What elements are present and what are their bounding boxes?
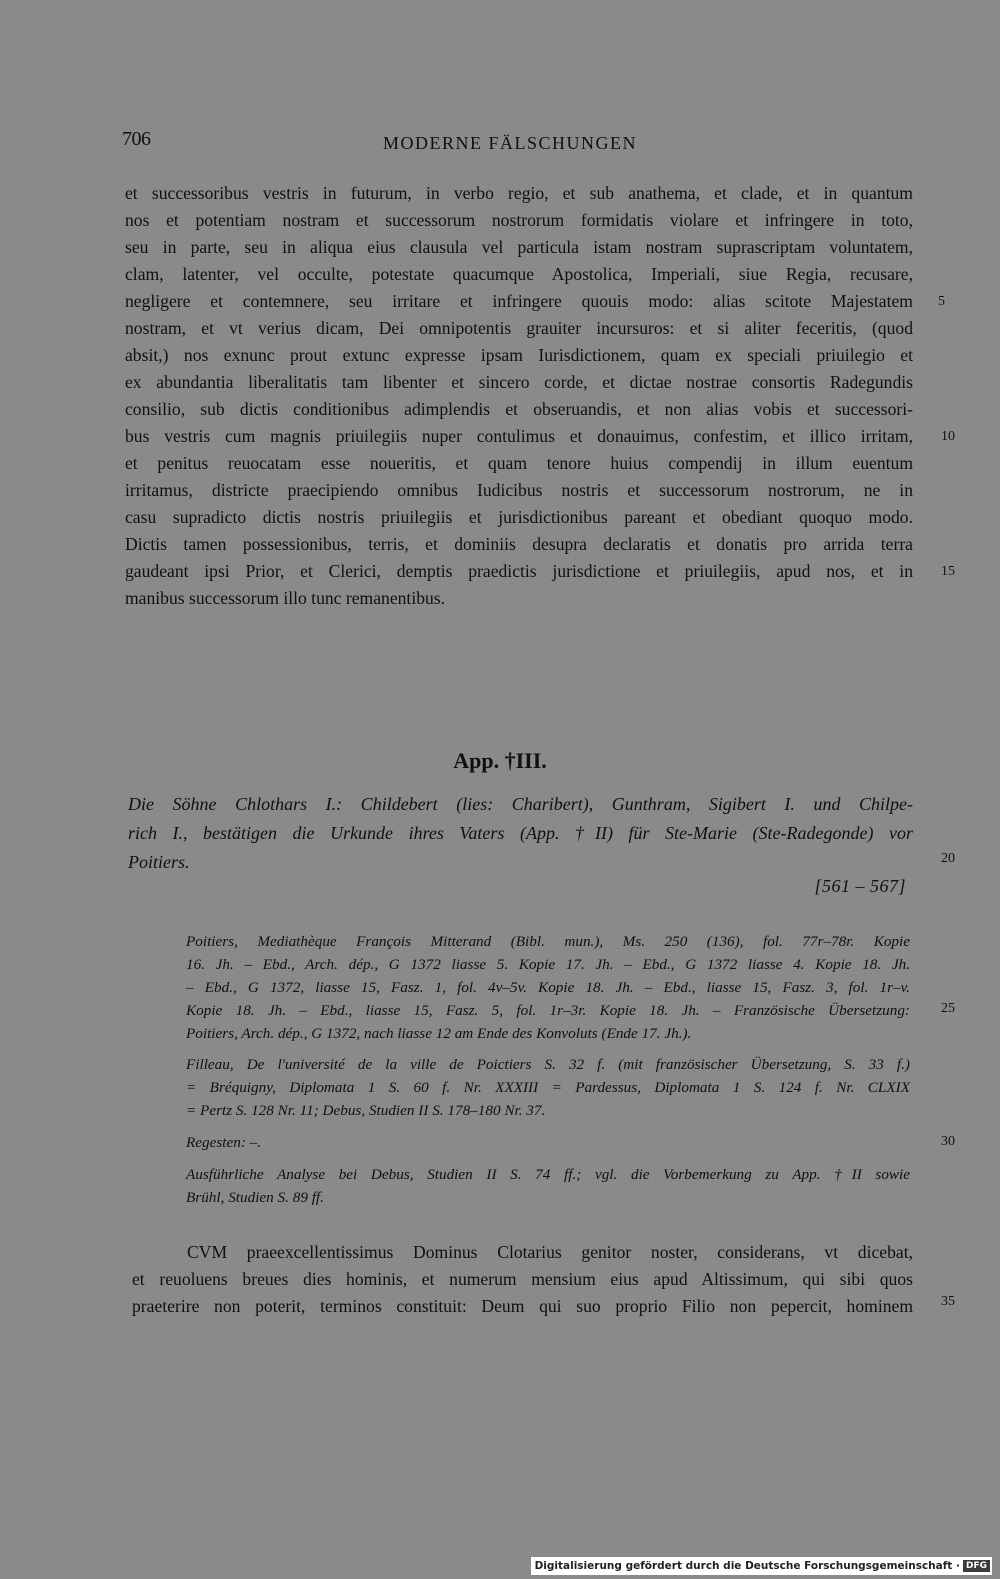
section-heading: App. †III.: [453, 748, 547, 773]
note-line: – Ebd., G 1372, liasse 15, Fasz. 1, fol. 4v–5v. Kopie 18. Jh. – Ebd., liasse 15, Fasz. 3, fol. 1r–v.: [186, 979, 910, 996]
text-line: et successoribus vestris in futurum, in verbo regio, et sub anathema, et clade, et in quantum: [125, 183, 913, 203]
line-number-25: 25: [941, 1001, 955, 1016]
text-line: ex abundantia liberalitatis tam libenter et sincero corde, et dictae nostrae consortis Radegundis: [125, 372, 913, 392]
manuscript-tradition: [186, 930, 910, 1045]
line-number-30: 30: [941, 1134, 955, 1149]
text-line: et penitus reuocatam esse noueritis, et quam tenore huius compendij in illum euentum: [125, 453, 913, 473]
text-line: casu supradicto dictis nostris priuilegiis et jurisdictionibus pareant et obediant quoquo modo.: [125, 507, 913, 527]
digitization-credit: [531, 1557, 992, 1575]
text-line: CVM praeexcellentissimus Dominus Clotarius genitor noster, considerans, vt dicebat,: [187, 1242, 913, 1262]
body-text: [132, 1239, 913, 1320]
summary-line: Poitiers.: [128, 852, 190, 872]
text-line: irritamus, districte praecipiendo omnibus Iudicibus nostris et successorum nostrorum, ne in: [125, 480, 913, 500]
text-line: Dictis tamen possessionibus, terris, et dominiis desupra declaratis et donatis pro arrida terra: [125, 534, 913, 554]
text-line: manibus successorum illo tunc remanentibus.: [125, 588, 446, 608]
text-line: gaudeant ipsi Prior, et Clerici, demptis praedictis jurisdictione et priuilegiis, apud nos, et in: [125, 561, 913, 581]
note-line: Regesten: –.: [186, 1134, 262, 1151]
note-line: Poitiers, Mediathèque François Mitterand (Bibl. mun.), Ms. 250 (136), fol. 77r–78r. Kopie: [186, 933, 910, 950]
summary-line: Die Söhne Chlothars I.: Childebert (lies: Charibert), Gunthram, Sigibert I. und Chilpe-: [128, 794, 913, 814]
line-number-5: 5: [938, 294, 945, 309]
text-line: et reuoluens breues dies hominis, et numerum mensium eius apud Altissimum, qui sibi quos: [132, 1269, 913, 1289]
text-line: negligere et contemnere, seu irritare et infringere quouis modo: alias scitote Majestatem: [125, 291, 913, 311]
note-line: 16. Jh. – Ebd., Arch. dép., G 1372 liasse 5. Kopie 17. Jh. – Ebd., G 1372 liasse 4. Kopie 18. Jh.: [186, 956, 910, 973]
editions: [186, 1053, 910, 1122]
note-line: Kopie 18. Jh. – Ebd., liasse 15, Fasz. 5, fol. 1r–3r. Kopie 18. Jh. – Französische Übersetzung:: [186, 1002, 910, 1019]
top-text-block: [125, 180, 913, 612]
page-number: 706: [122, 128, 151, 150]
document-date: [561 – 567]: [814, 876, 906, 896]
note-line: = Bréquigny, Diplomata 1 S. 60 f. Nr. XXXIII = Pardessus, Diplomata 1 S. 124 f. Nr. CLXIX: [186, 1079, 910, 1096]
text-line: bus vestris cum magnis priuilegiis nuper contulimus et donauimus, confestim, et illico irritam,: [125, 426, 913, 446]
text-line: clam, latenter, vel occulte, potestate quacumque Apostolica, Imperiali, siue Regia, recusare,: [125, 264, 913, 284]
text-line: nostram, et vt verius dicam, Dei omnipotentis grauiter incursuros: et si aliter feceritis, (quod: [125, 318, 913, 338]
note-line: Poitiers, Arch. dép., G 1372, nach liasse 12 am Ende des Konvoluts (Ende 17. Jh.).: [186, 1025, 692, 1042]
line-number-20: 20: [941, 851, 955, 866]
regesten: [186, 1131, 910, 1154]
line-number-10: 10: [941, 429, 955, 444]
text-line: absit,) nos exnunc prout extunc expresse ipsam Iurisdictionem, quam ex speciali priuilegio et: [125, 345, 913, 365]
line-number-35: 35: [941, 1294, 955, 1309]
analysis: [186, 1163, 910, 1209]
note-line: Ausführliche Analyse bei Debus, Studien II S. 74 ff.; vgl. die Vorbemerkung zu App. †II sowie: [186, 1166, 910, 1183]
text-line: seu in parte, seu in aliqua eius clausula vel particula istam nostram suprascriptam voluntatem,: [125, 237, 913, 257]
section-summary: [128, 790, 913, 877]
text-line: praeterire non poterit, terminos constituit: Deum qui suo proprio Filio non pepercit, hominem: [132, 1296, 913, 1316]
text-line: nos et potentiam nostram et successorum nostrorum formidatis violare et infringere in toto,: [125, 210, 913, 230]
text-line: consilio, sub dictis conditionibus adimplendis et obseruandis, et non alias vobis et successori-: [125, 399, 913, 419]
note-line: Brühl, Studien S. 89 ff.: [186, 1189, 324, 1206]
credit-text: Digitalisierung gefördert durch die Deutsche Forschungsgemeinschaft ·: [534, 1560, 960, 1572]
line-number-15: 15: [941, 564, 955, 579]
running-title: MODERNE FÄLSCHUNGEN: [382, 133, 637, 153]
note-line: Filleau, De l'université de la ville de Poictiers S. 32 f. (mit französischer Übersetzung, S. 33 f.): [186, 1056, 910, 1073]
note-line: = Pertz S. 128 Nr. 11; Debus, Studien II S. 178–180 Nr. 37.: [186, 1102, 546, 1119]
summary-line: rich I., bestätigen die Urkunde ihres Vaters (App. †II) für Ste-Marie (Ste-Radegonde) vor: [128, 823, 913, 843]
dfg-logo: DFG: [963, 1560, 990, 1572]
